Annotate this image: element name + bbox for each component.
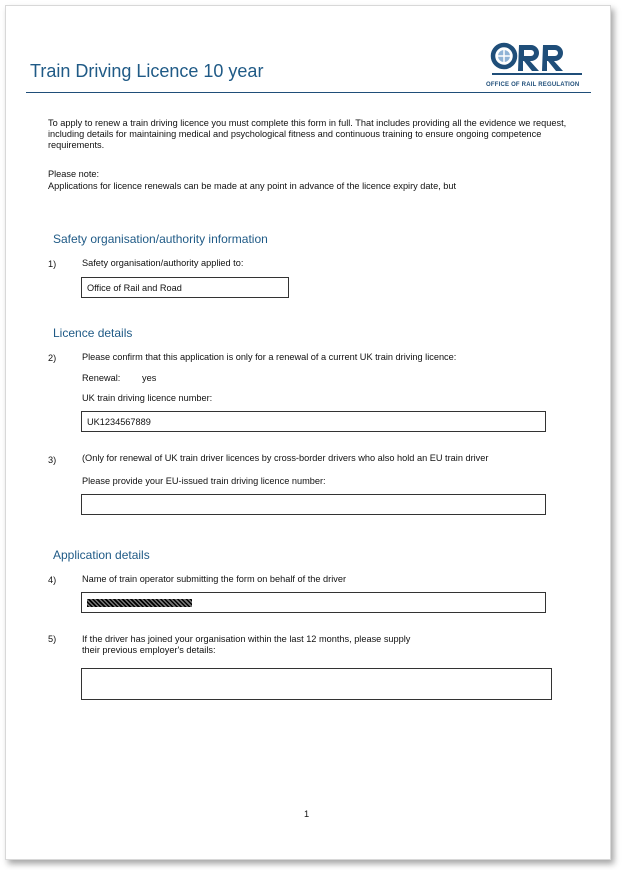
licence-number-label: UK train driving licence number: [82,393,213,403]
question-label: Name of train operator submitting the form on behalf of the driver [82,574,347,584]
question-number: 3) [48,455,57,465]
train-operator-field[interactable] [81,592,546,613]
document-page [5,5,611,860]
question-label-line1: If the driver has joined your organisation within the last 12 months, please supply [82,634,411,644]
question-number: 4) [48,575,57,585]
eu-licence-number-field[interactable] [81,494,546,515]
renewal-label: Renewal: [82,373,121,383]
section-heading-licence: Licence details [53,326,133,340]
eu-licence-label: Please provide your EU-issued train driving licence number: [82,476,326,486]
page-number: 1 [304,809,310,819]
previous-employer-field[interactable] [81,668,552,700]
question-label: Safety organisation/authority applied to: [82,258,244,268]
uk-licence-number-field[interactable] [81,411,546,432]
page-title: Train Driving Licence 10 year [30,61,264,81]
intro-paragraph: To apply to renew a train driving licence you must complete this form in full. That includes providing all the evidence we request, including details for maintaining medical and psychological fitness and continuous training to ensure ongoing competence requirements. [48,118,567,150]
renewal-value: yes [142,373,157,383]
question-number: 1) [48,259,57,269]
note-label: Please note: [48,169,100,179]
field-value: Office of Rail and Road [87,283,182,293]
question-number: 5) [48,634,57,644]
section-heading-application: Application details [53,548,150,562]
note-text: Applications for licence renewals can be made at any point in advance of the licence expiry date, but [48,181,457,191]
header-rule [26,92,591,93]
section-heading-safety: Safety organisation/authority information [53,232,268,246]
logo-caption: OFFICE OF RAIL REGULATION [486,82,580,88]
safety-authority-field[interactable] [81,277,289,298]
field-value: UK1234567889 [87,417,151,427]
question-label: (Only for renewal of UK train driver licences by cross-border drivers who also hold an EU train driver [82,453,489,463]
question-number: 2) [48,353,57,363]
question-label: Please confirm that this application is only for a renewal of a current UK train driving licence: [82,352,457,362]
question-label-line2: their previous employer's details: [82,645,216,655]
redacted-value [87,599,192,607]
